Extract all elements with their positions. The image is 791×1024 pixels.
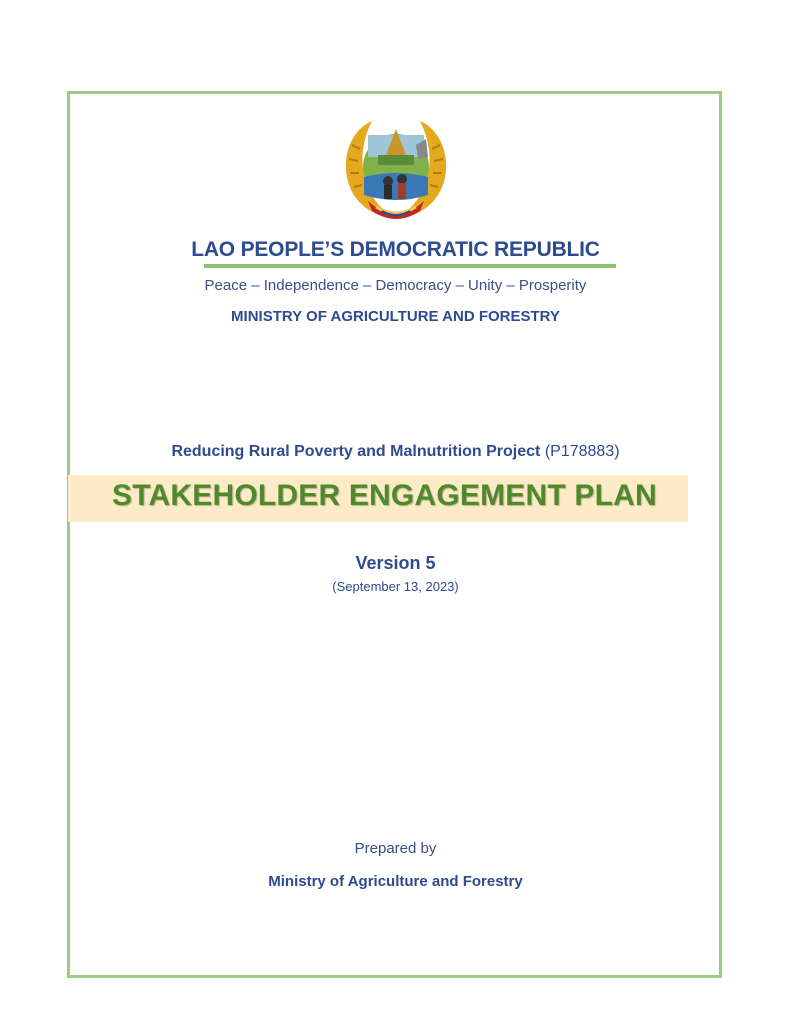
document-version: Version 5 [355,553,436,573]
prepared-by-label: Prepared by [354,840,437,857]
document-title: STAKEHOLDER ENGAGEMENT PLAN [112,479,657,512]
country-name: LAO PEOPLE’S DEMOCRATIC REPUBLIC [191,238,600,261]
ministry-heading: MINISTRY OF AGRICULTURE AND FORESTRY [231,308,560,325]
national-motto: Peace – Independence – Democracy – Unity – Prosperity [204,277,587,294]
preparer-name: Ministry of Agriculture and Forestry [268,873,523,890]
document-date: (September 13, 2023) [332,579,459,594]
project-line [0,443,791,461]
project-code: (P178883) [544,443,620,460]
title-underline [204,264,616,268]
national-emblem-icon [338,115,454,227]
project-name: Reducing Rural Poverty and Malnutrition Project [171,443,541,460]
